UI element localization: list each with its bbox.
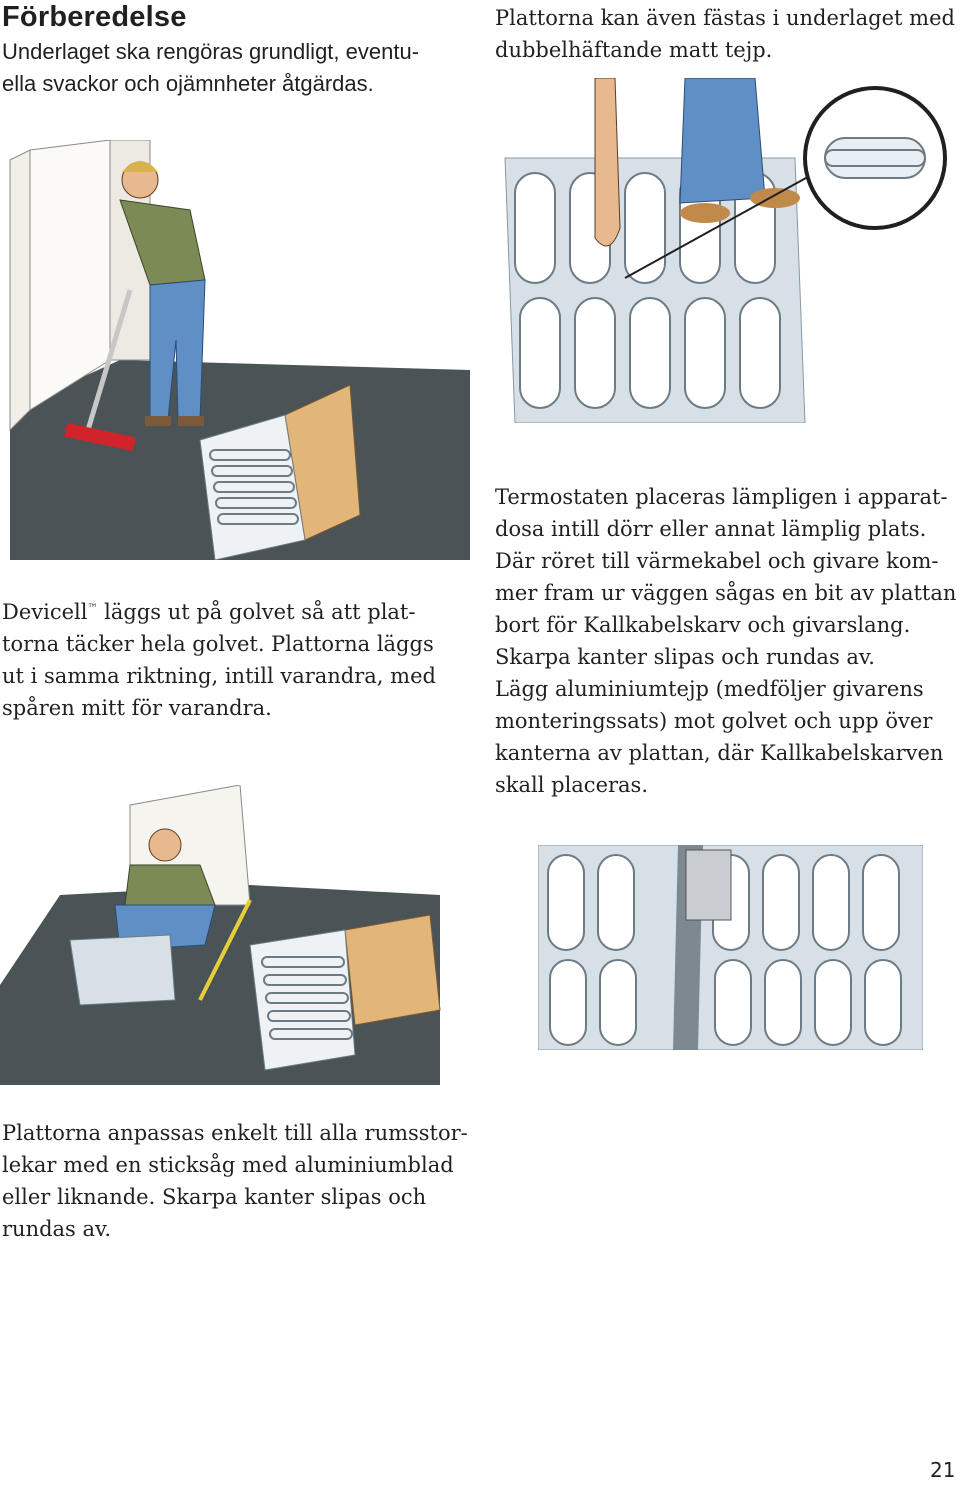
thermostat-line: Skarpa kanter slipas och rundas av. [495, 645, 875, 669]
devicell-line [2, 593, 436, 628]
cutting-line: rundas av. [2, 1217, 112, 1241]
thermostat-line: Lägg aluminiumtejp (medföljer givarens [495, 677, 924, 701]
intro-line: Underlaget ska rengöras grundligt, eventu- [2, 39, 420, 64]
thermostat-line: Där röret till värmekabel och givare kom- [495, 549, 939, 573]
trademark-symbol: ™ [87, 603, 98, 614]
page-number: 21 [930, 1458, 956, 1482]
plates-closeup-illustration [495, 78, 950, 423]
magnifier-circle [805, 88, 945, 228]
devicell-line: spåren mitt för varandra. [2, 696, 272, 720]
thermostat-paragraph [495, 481, 956, 801]
intro-paragraph [2, 36, 419, 100]
thermostat-line: skall placeras. [495, 773, 649, 797]
devicell-line: torna täcker hela golvet. Plattorna läggs [2, 632, 434, 656]
thermostat-line: Termostaten placeras lämpligen i apparat- [495, 485, 948, 509]
brand-name: Devicell [2, 600, 88, 624]
aluminium-tape-piece [686, 850, 731, 920]
laying-plates-illustration [0, 785, 450, 1085]
cutting-paragraph [2, 1117, 468, 1245]
cutting-line: Plattorna anpassas enkelt till alla rumsstor- [2, 1121, 468, 1145]
aluminium-tape-illustration [538, 845, 923, 1050]
thermostat-line: kanterna av plattan, där Kallkabelskarven [495, 741, 944, 765]
thermostat-line: dosa intill dörr eller annat lämplig plats. [495, 517, 927, 541]
cutting-line: lekar med en sticksåg med aluminiumblad [2, 1153, 454, 1177]
devicell-line: ut i samma riktning, intill varandra, med [2, 664, 436, 688]
devicell-line-rest: läggs ut på golvet så att plat- [97, 600, 416, 624]
thermostat-line: bort för Kallkabelskarv och givarslang. [495, 613, 911, 637]
intro-line: ella svackor och ojämnheter åtgärdas. [2, 71, 374, 96]
thermostat-line: monteringssats) mot golvet och upp över [495, 709, 933, 733]
tape-note-line: dubbelhäftande matt tejp. [495, 38, 773, 62]
thermostat-line: mer fram ur väggen sågas en bit av plattan [495, 581, 957, 605]
tape-note-line: Plattorna kan även fästas i underlaget med [495, 6, 955, 30]
devicell-paragraph [2, 593, 436, 724]
page-heading: Förberedelse [2, 1, 187, 33]
tape-note-paragraph [495, 2, 955, 66]
cutting-line: eller liknande. Skarpa kanter slipas och [2, 1185, 427, 1209]
sweeping-illustration [0, 140, 480, 560]
